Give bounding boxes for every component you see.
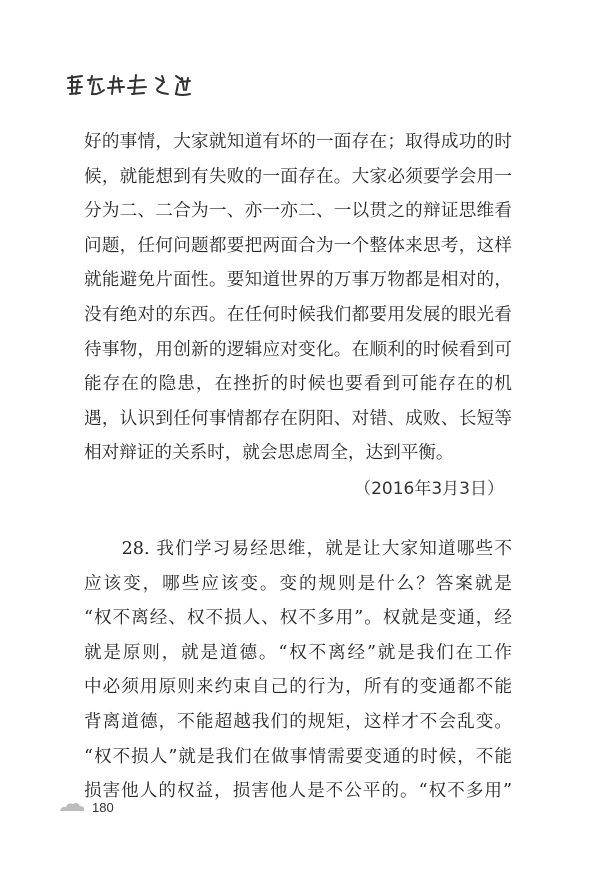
calligraphy-title-logo xyxy=(64,70,194,100)
text-line: “权不损人”就是我们在做事情需要变通的时候，不能 xyxy=(84,746,512,767)
running-header-title xyxy=(64,70,194,100)
text-line: 分为二、二合为一、亦一亦二、一以贯之的辩证思维看 xyxy=(84,201,512,222)
text-line: 相对辩证的关系时，就会思虑周全，达到平衡。 xyxy=(84,443,454,464)
body-paragraph-2 xyxy=(84,532,512,809)
text-line: “权不离经、权不损人、权不多用”。权就是变通，经 xyxy=(84,608,512,629)
text-line: 背离道德，不能超越我们的规矩，这样才不会乱变。 xyxy=(84,711,512,732)
text-line: 应该变，哪些应该变。变的规则是什么？答案就是 xyxy=(84,573,512,594)
page-footer xyxy=(58,795,114,819)
text-line: 损害他人的权益，损害他人是不公平的。“权不多用” xyxy=(84,781,512,802)
text-line: 遇，认识到任何事情都存在阴阳、对错、成败、长短等 xyxy=(84,408,512,429)
text-line: 问题，任何问题都要把两面合为一个整体来思考，这样 xyxy=(84,235,512,256)
text-line: 好的事情，大家就知道有坏的一面存在；取得成功的时 xyxy=(84,132,512,152)
text-line: 就是原则，就是道德。“权不离经”就是我们在工作 xyxy=(84,642,512,663)
page-number: 180 xyxy=(92,799,114,815)
text-line: 中必须用原则来约束自己的行为，所有的变通都不能 xyxy=(84,677,512,698)
text-line: 能存在的隐患，在挫折的时候也要看到可能存在的机 xyxy=(84,374,512,395)
body-paragraph-1 xyxy=(84,125,512,471)
text-line: 待事物，用创新的逻辑应对变化。在顺利的时候看到可 xyxy=(84,339,512,360)
text-line: 没有绝对的东西。在任何时候我们都要用发展的眼光看 xyxy=(84,304,512,325)
text-line: 28. 我们学习易经思维，就是让大家知道哪些不 xyxy=(84,539,512,559)
cloud-ornament-icon xyxy=(58,800,86,814)
entry-date: （2016年3月3日） xyxy=(354,479,504,499)
text-line: 就能避免片面性。要知道世界的万事万物都是相对的， xyxy=(84,270,512,291)
text-line: 候，就能想到有失败的一面存在。大家必须要学会用一 xyxy=(84,166,512,187)
